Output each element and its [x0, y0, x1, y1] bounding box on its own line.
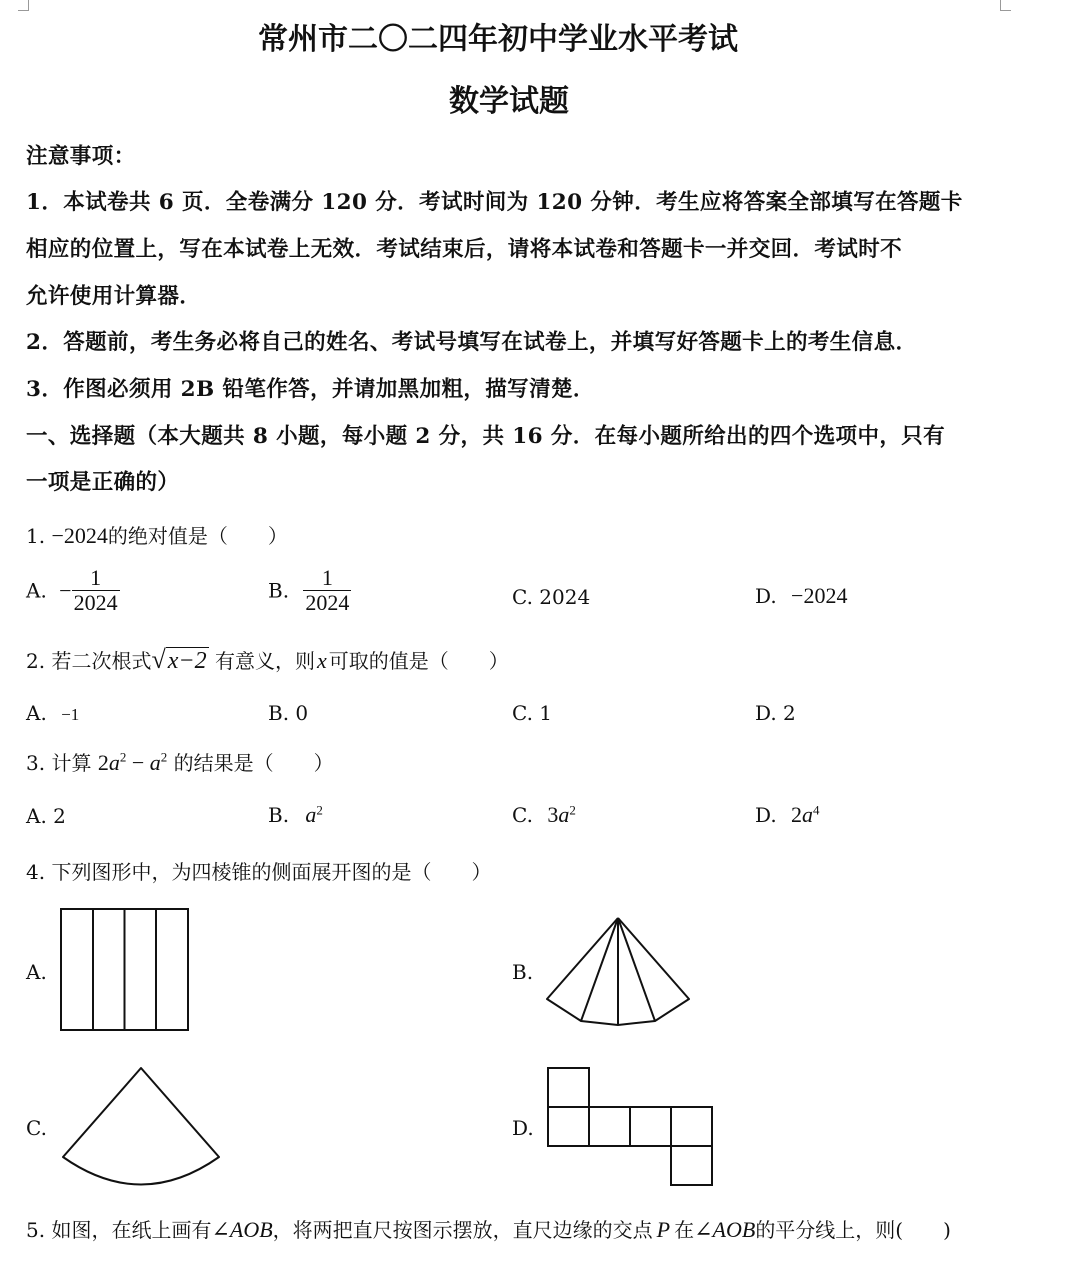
question-number: 1. — [26, 524, 46, 548]
square — [589, 1107, 630, 1146]
question-4 — [26, 856, 491, 885]
question-3 — [26, 747, 334, 776]
q3-option-d — [755, 802, 820, 828]
question-2 — [26, 645, 509, 675]
option-label: D. — [755, 803, 777, 827]
square — [548, 1107, 589, 1146]
minus: − — [131, 750, 145, 775]
q2-option-a — [26, 701, 79, 725]
figure-sector — [60, 1066, 222, 1190]
corner-mark-right — [1000, 0, 1011, 11]
section-heading-line-2: 一项是正确的） — [26, 470, 180, 495]
q3-option-c — [512, 802, 576, 828]
notice-heading: 注意事项： — [26, 144, 136, 169]
sector-shape — [63, 1068, 219, 1185]
coef: 2 — [97, 750, 109, 775]
radical: √ — [151, 645, 166, 674]
q5-point: P — [656, 1217, 671, 1242]
var: a — [802, 802, 814, 827]
exp: 4 — [813, 802, 820, 818]
q1-text: 的绝对值是（ ） — [107, 524, 288, 548]
exp: 2 — [160, 749, 168, 765]
option-label: B. — [268, 803, 290, 827]
option-label: A. — [26, 701, 47, 725]
section-heading-line-1: 一、选择题（本大题共 8 小题，每小题 2 分，共 16 分．在每小题所给出的四个选项中，只有 — [26, 424, 946, 449]
square — [671, 1146, 712, 1185]
exp: 2 — [569, 802, 576, 818]
square — [671, 1107, 712, 1146]
denominator: 2024 — [73, 590, 118, 615]
q3-text-post: 的结果是（ ） — [173, 751, 334, 775]
question-number: 5. — [26, 1218, 46, 1242]
q5-text-pre: 如图，在纸上画有 — [51, 1218, 212, 1242]
notice-line-1a: 1．本试卷共 6 页．全卷满分 120 分．考试时间为 120 分钟．考生应将答案全部填写在答题卡 — [26, 190, 963, 215]
exp: 2 — [119, 749, 127, 765]
q3-text-pre: 计算 — [51, 751, 92, 775]
q5-angle-1: ∠AOB — [211, 1217, 273, 1242]
denominator: 2024 — [305, 590, 350, 615]
figure-four-rectangles — [60, 908, 190, 1032]
notice-line-1c: 允许使用计算器． — [26, 284, 202, 309]
option-label: C. — [512, 803, 533, 827]
fraction — [72, 566, 120, 615]
q1-option-a — [26, 566, 120, 615]
q2-text-mid: 有意义，则 — [214, 649, 315, 673]
q4-option-c-label: C. — [26, 1116, 47, 1140]
option-sign: − — [59, 577, 72, 603]
option-label: A. — [26, 578, 47, 603]
var: a — [108, 750, 120, 775]
figure-square-net — [546, 1066, 716, 1188]
question-number: 4. — [26, 860, 46, 884]
notice-line-1b: 相应的位置上，写在本试卷上无效．考试结束后，请将本试卷和答题卡一并交回．考试时不 — [26, 237, 903, 262]
q1-option-b — [268, 566, 351, 615]
q3-option-a: A. 2 — [26, 804, 66, 828]
q1-math: −2024 — [51, 523, 108, 548]
var: a — [149, 750, 161, 775]
q4-option-d-label: D. — [512, 1116, 534, 1140]
notice-line-2: 2．答题前，考生务必将自己的姓名、考试号填写在试卷上，并填写好答题卡上的考生信息． — [26, 330, 918, 355]
q3-option-b — [268, 802, 323, 828]
option-math: −1 — [61, 705, 80, 724]
figure-triangle-fan — [545, 916, 691, 1028]
q2-option-c: C. 1 — [512, 701, 553, 725]
q5-text-post: 的平分线上，则( ) — [755, 1218, 951, 1242]
q3-expression — [98, 750, 167, 775]
question-number: 2. — [26, 649, 46, 673]
q5-angle-2: ∠AOB — [694, 1217, 756, 1242]
corner-mark-left — [18, 0, 29, 11]
radicand: x−2 — [167, 648, 207, 674]
q2-variable: x — [316, 648, 327, 673]
option-label: D. — [755, 584, 777, 608]
q5-text-mid2: 在 — [674, 1218, 695, 1242]
q2-option-d: D. 2 — [755, 701, 796, 725]
question-1 — [26, 520, 288, 549]
var: a — [305, 802, 317, 827]
square — [548, 1068, 589, 1107]
exam-title: 常州市二〇二四年初中学业水平考试 — [258, 22, 738, 57]
coef: 2 — [791, 802, 803, 827]
option-math: −2024 — [791, 583, 848, 608]
fan-edge — [618, 918, 655, 1021]
q1-option-d — [755, 583, 847, 609]
notice-line-3: 3．作图必须用 2B 铅笔作答，并请加黑加粗，描写清楚． — [26, 377, 595, 402]
q2-option-b: B. 0 — [268, 701, 309, 725]
q2-text-pre: 若二次根式 — [51, 649, 152, 673]
q4-option-a-label: A. — [26, 960, 47, 984]
option-label: B. — [268, 578, 290, 603]
numerator: 1 — [321, 565, 333, 590]
q1-option-c: C. 2024 — [512, 585, 591, 609]
exam-subtitle: 数学试题 — [449, 84, 569, 119]
q2-text-post: 可取的值是（ ） — [328, 649, 509, 673]
exp: 2 — [316, 802, 323, 818]
question-number: 3. — [26, 751, 46, 775]
q5-text-mid: ，将两把直尺按图示摆放，直尺边缘的交点 — [272, 1218, 653, 1242]
question-5 — [26, 1214, 951, 1243]
coef: 3 — [547, 802, 559, 827]
numerator: 1 — [90, 565, 102, 590]
q4-option-b-label: B. — [512, 960, 534, 984]
square — [630, 1107, 671, 1146]
q4-text: 下列图形中，为四棱锥的侧面展开图的是（ ） — [51, 860, 492, 884]
var: a — [558, 802, 570, 827]
fan-edge — [581, 918, 618, 1021]
fraction — [303, 566, 351, 615]
